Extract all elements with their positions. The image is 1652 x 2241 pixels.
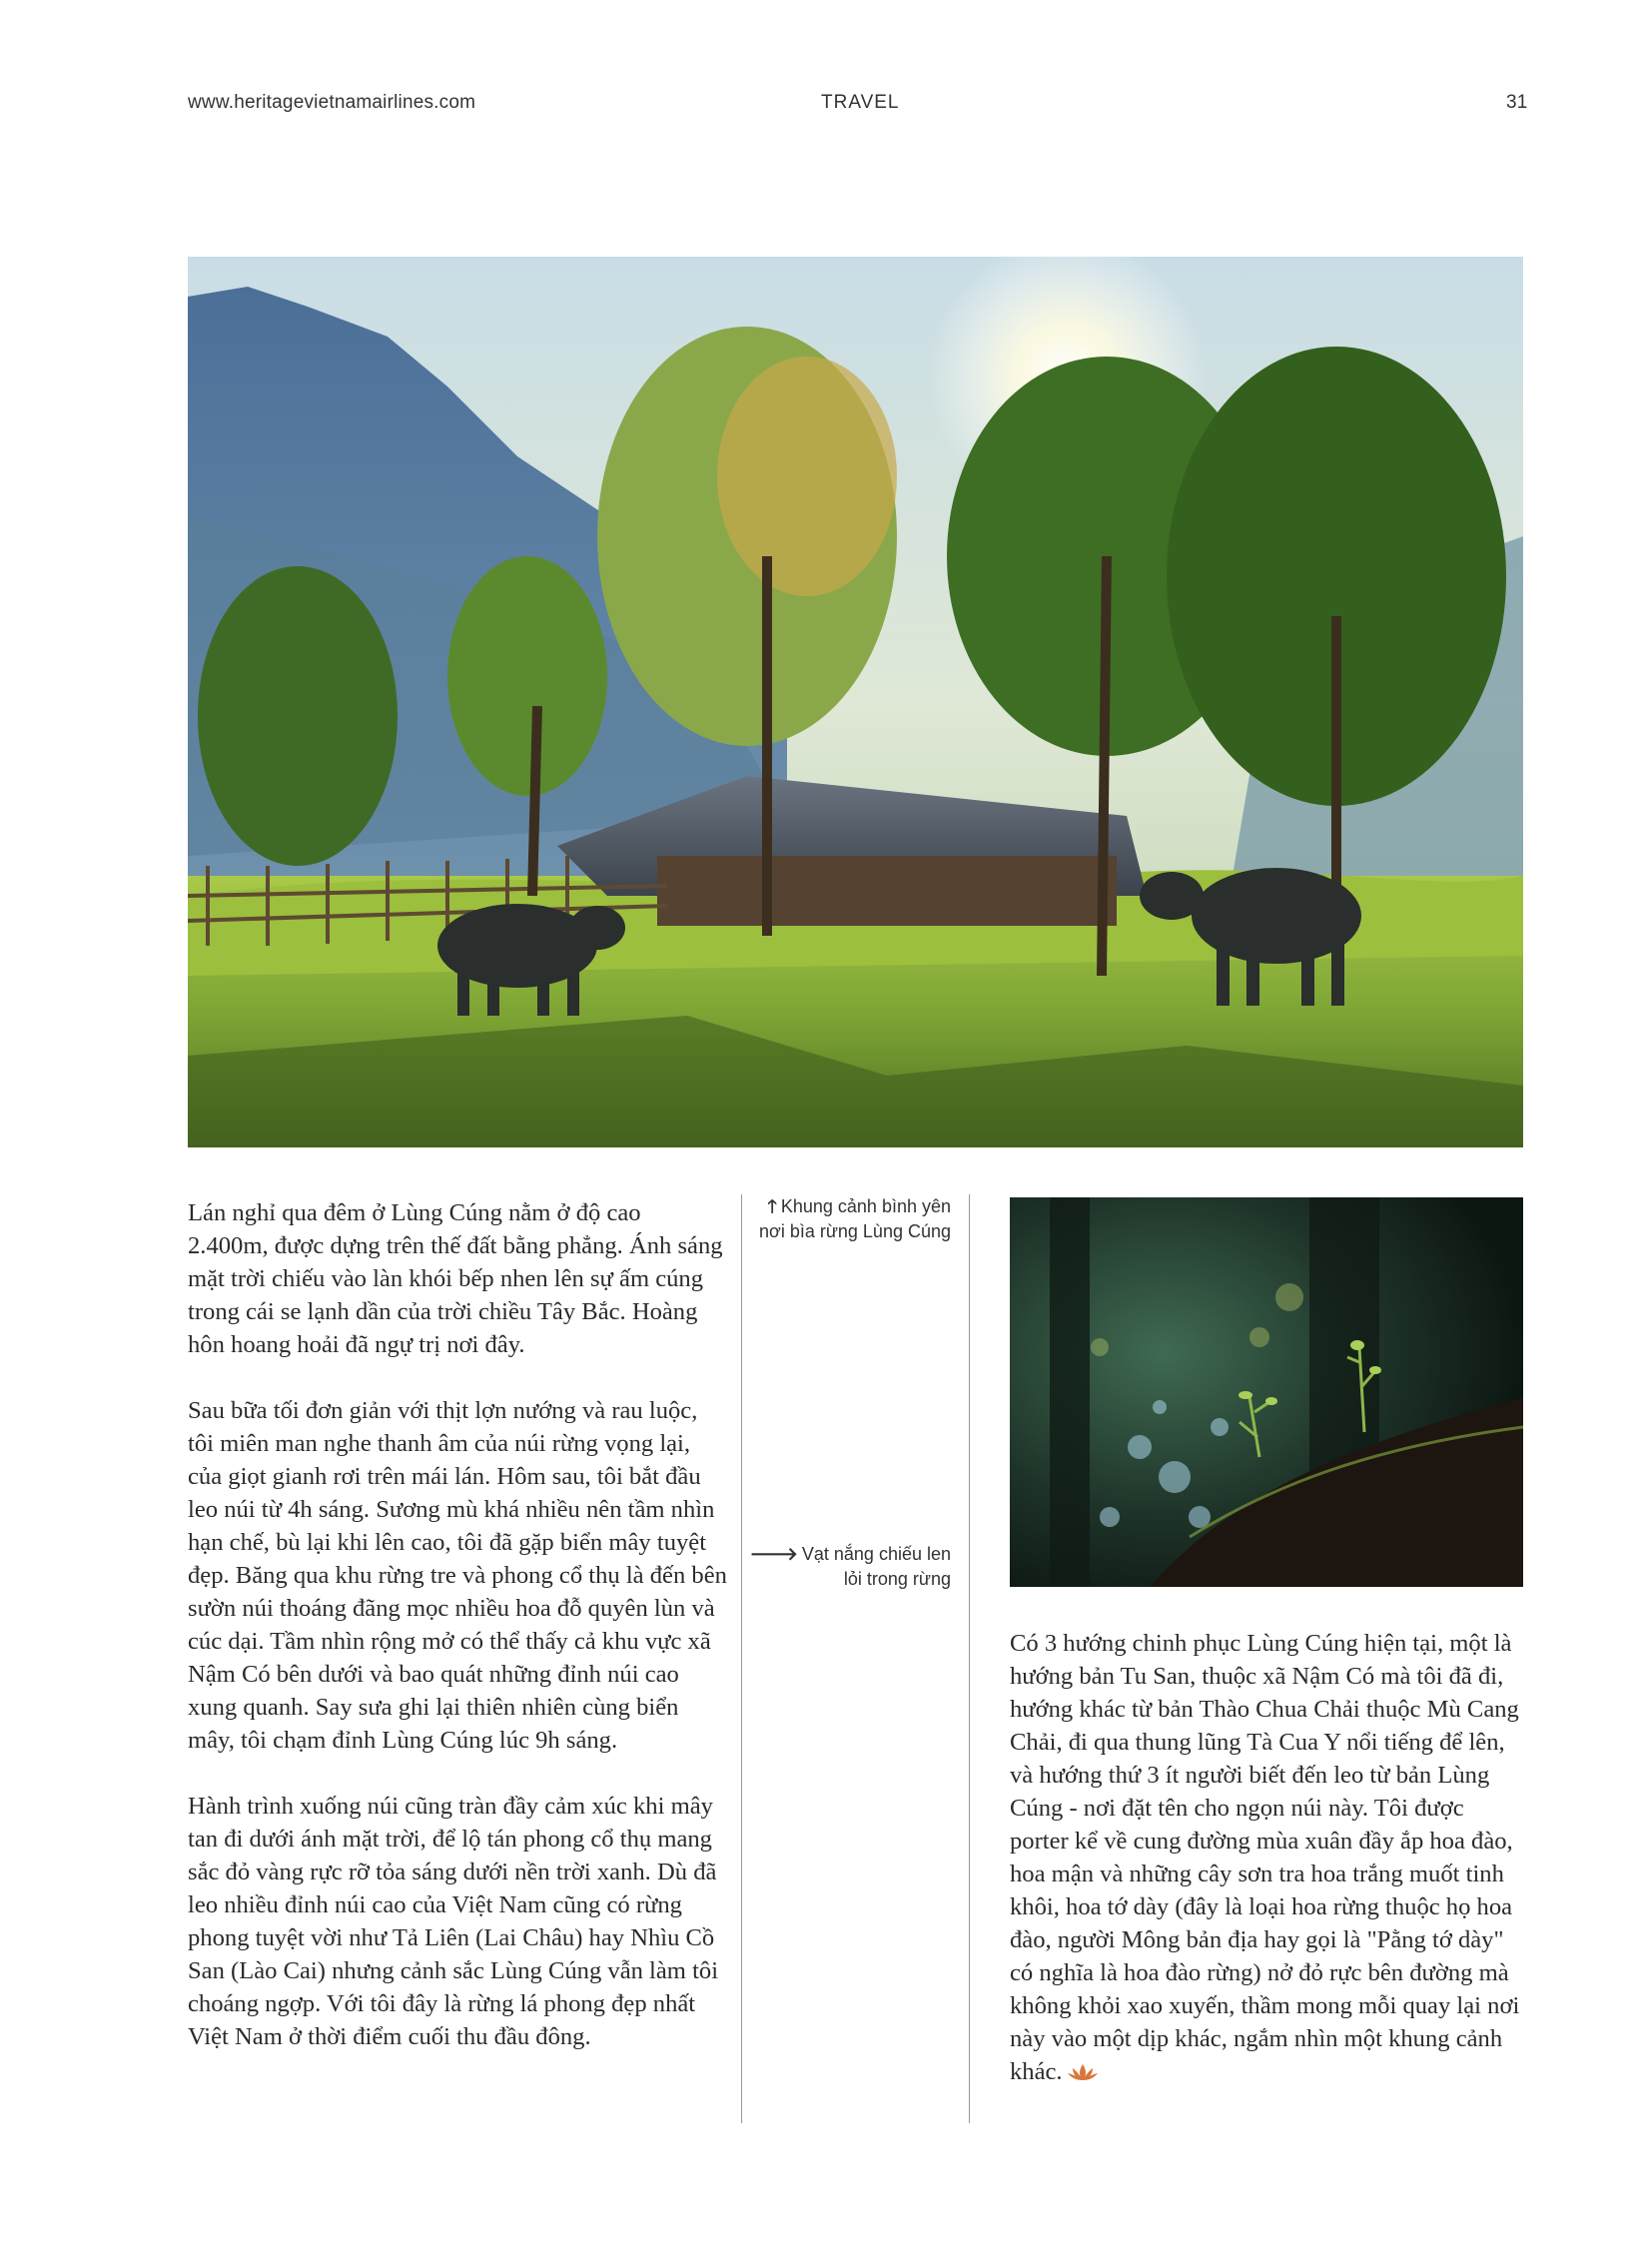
article-right-column [1010,1627,1527,2121]
photo-caption-main [749,1194,951,1244]
lotus-icon [1067,2062,1099,2082]
arrow-up-icon: 🡑 [767,1196,777,1216]
photo-caption-inset [749,1542,951,1592]
arrow-right-icon: 🡒 [749,1544,798,1564]
caption-text: Khung cảnh bình yên nơi bìa rừng Lùng Cúng [759,1196,951,1241]
inset-photo [1010,1197,1523,1587]
article-paragraph: Lán nghỉ qua đêm ở Lùng Cúng nằm ở độ cao 2.400m, được dựng trên thế đất bằng phẳng. Ánh sáng mặt trời chiếu vào làn khói bếp nhen lên sự ấm cúng trong cái se lạnh dần của trời chiều Tây Bắc. Hoàng hôn hoang hoải đã ngự trị nơi đây. [188,1199,723,1358]
site-url: www.heritagevietnamairlines.com [188,92,476,113]
mountain-hut-photo [188,257,1523,1147]
caption-text: Vạt nắng chiếu len lỏi trong rừng [801,1544,951,1589]
column-divider [741,1194,742,2123]
main-photo [188,257,1523,1147]
article-paragraph [1010,1627,1527,2088]
article-left-column [188,1196,727,2086]
column-divider [969,1194,970,2123]
article-paragraph: Hành trình xuống núi cũng tràn đầy cảm xúc khi mây tan đi dưới ánh mặt trời, để lộ tán phong cổ thụ mang sắc đỏ vàng rực rỡ tỏa sáng dưới nền trời xanh. Dù đã leo nhiều đỉnh núi cao của Việt Nam cũng có rừng phong tuyệt vời như Tả Liên (Lai Châu) hay Nhìu Cồ San (Lào Cai) nhưng cảnh sắc Lùng Cúng vẫn làm tôi choáng ngợp. Với tôi đây là rừng lá phong đẹp nhất Việt Nam ở thời điểm cuối thu đầu đông. [188,1793,719,2050]
article-paragraph: Sau bữa tối đơn giản với thịt lợn nướng và rau luộc, tôi miên man nghe thanh âm của núi rừng vọng lại, của giọt gianh rơi trên mái lán. Hôm sau, tôi bắt đầu leo núi từ 4h sáng. Sương mù khá nhiều nên tầm nhìn hạn chế, bù lại khi lên cao, tôi đã gặp biển mây tuyệt đẹp. Băng qua khu rừng tre và phong cổ thụ là đến bên sườn núi thoáng đãng mọc nhiều hoa đỗ quyên lùn và cúc dại. Tầm nhìn rộng mở có thể thấy cả khu vực xã Nậm Có bên dưới và bao quát những đỉnh núi cao xung quanh. Say sưa ghi lại thiên nhiên cùng biển mây, tôi chạm đỉnh Lùng Cúng lúc 9h sáng. [188,1397,727,1754]
page-number: 31 [1506,92,1528,113]
section-label: TRAVEL [821,92,900,113]
paragraph-text: Có 3 hướng chinh phục Lùng Cúng hiện tại, một là hướng bản Tu San, thuộc xã Nậm Có mà tôi đã đi, hướng khác từ bản Thào Chua Chải thuộc Mù Cang Chải, đi qua thung lũng Tà Cua Y nổi tiếng để lên, và hướng thứ 3 ít người biết đến leo từ bản Lùng Cúng - nơi đặt tên cho ngọn núi này. Tôi được porter kể về cung đường mùa xuân đầy ắp hoa đào, hoa mận và những cây sơn tra hoa trắng muốt tinh khôi, hoa tớ dày (đây là loại hoa rừng thuộc họ hoa đào, người Mông bản địa hay gọi là "Pằng tớ dày" có nghĩa là hoa đào rừng) nở đỏ rực bên đường mà không khỏi xao xuyến, thầm mong mỗi quay lại nơi này vào một dịp khác, ngắm nhìn một khung cảnh khác. [1010,1630,1520,2085]
forest-sprout-photo [1010,1197,1523,1587]
